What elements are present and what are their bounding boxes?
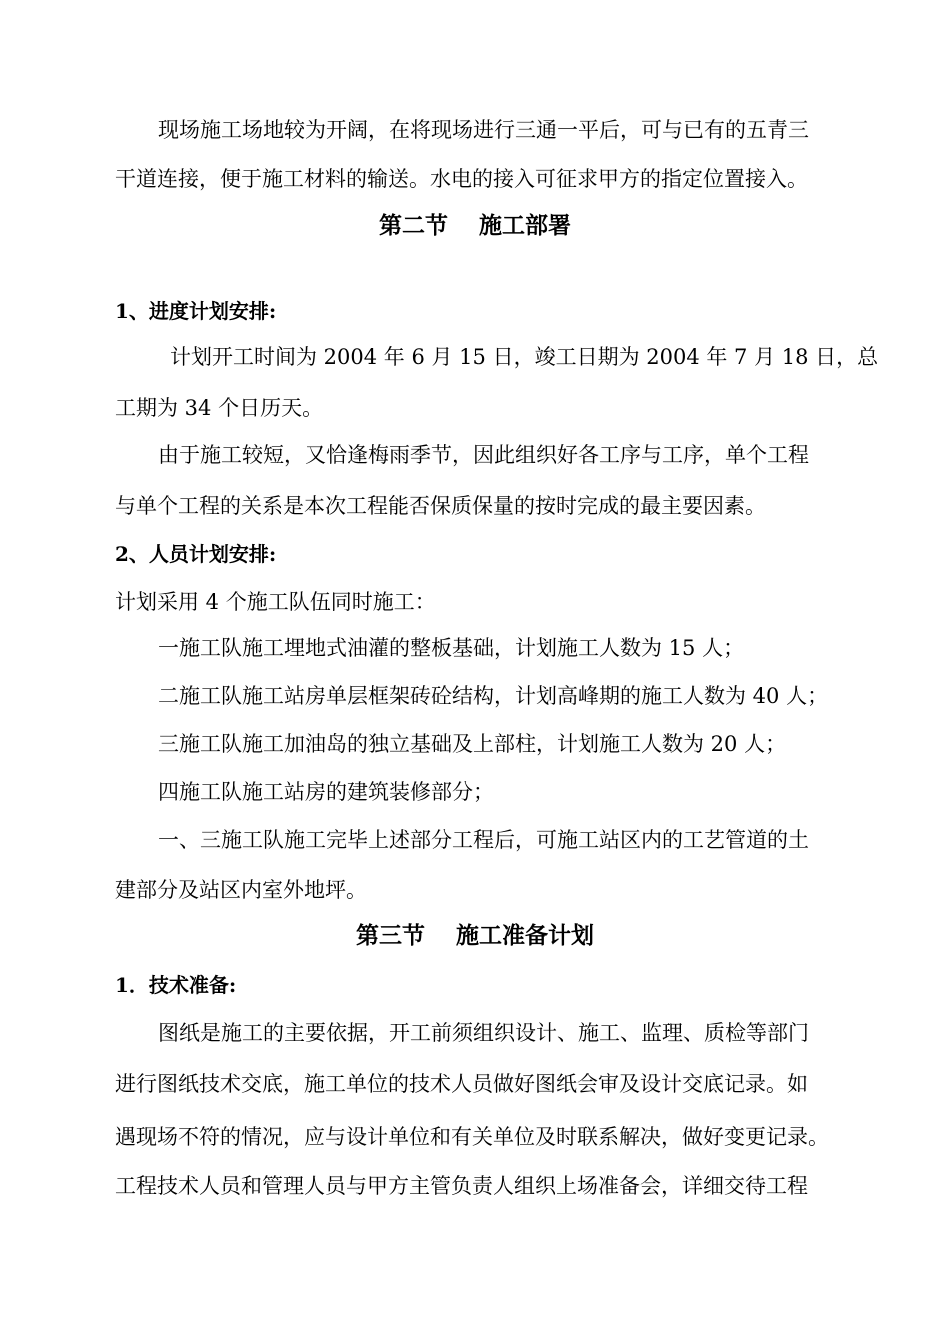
paragraph-teams-followup-line-1: 一、三施工队施工完毕上述部分工程后，可施工站区内的工艺管道的土 <box>158 828 809 852</box>
paragraph-teams-followup-line-2: 建部分及站区内室外地坪。 <box>115 878 367 902</box>
paragraph-season-line-2: 与单个工程的关系是本次工程能否保质保量的按时完成的最主要因素。 <box>115 494 766 518</box>
paragraph-team-1: 一施工队施工埋地式油灌的整板基础，计划施工人数为 15 人； <box>158 636 745 660</box>
subheading-technical-prep: 1．技术准备: <box>115 973 237 997</box>
paragraph-site-line-1: 现场施工场地较为开阔，在将现场进行三通一平后，可与已有的五青三 <box>158 118 809 142</box>
paragraph-season-line-1: 由于施工较短，又恰逢梅雨季节，因此组织好各工序与工序，单个工程 <box>158 443 809 467</box>
subheading-staffing: 2、人员计划安排: <box>115 542 277 566</box>
paragraph-teams-intro: 计划采用 4 个施工队伍同时施工： <box>115 590 436 614</box>
paragraph-schedule-line-2: 工期为 34 个日历天。 <box>115 396 324 420</box>
paragraph-drawings-line-3: 遇现场不符的情况，应与设计单位和有关单位及时联系解决，做好变更记录。 <box>115 1125 829 1149</box>
paragraph-drawings-line-1: 图纸是施工的主要依据，开工前须组织设计、施工、监理、质检等部门 <box>158 1021 809 1045</box>
paragraph-site-line-2: 干道连接，便于施工材料的输送。水电的接入可征求甲方的指定位置接入。 <box>115 167 808 191</box>
section-3-title: 第三节 施工准备计划 <box>355 922 594 949</box>
paragraph-drawings-line-2: 进行图纸技术交底，施工单位的技术人员做好图纸会审及设计交底记录。如 <box>115 1072 808 1096</box>
paragraph-drawings-line-4: 工程技术人员和管理人员与甲方主管负责人组织上场准备会，详细交待工程 <box>115 1174 808 1198</box>
subheading-schedule: 1、进度计划安排: <box>115 299 277 323</box>
paragraph-team-3: 三施工队施工加油岛的独立基础及上部柱，计划施工人数为 20 人； <box>158 732 787 756</box>
paragraph-team-4: 四施工队施工站房的建筑装修部分； <box>158 780 494 804</box>
section-2-title: 第二节 施工部署 <box>378 212 571 239</box>
paragraph-team-2: 二施工队施工站房单层框架砖砼结构，计划高峰期的施工人数为 40 人； <box>158 684 829 708</box>
paragraph-schedule-line-1: 计划开工时间为 2004 年 6 月 15 日，竣工日期为 2004 年 7 月 18 日，总 <box>170 345 879 369</box>
